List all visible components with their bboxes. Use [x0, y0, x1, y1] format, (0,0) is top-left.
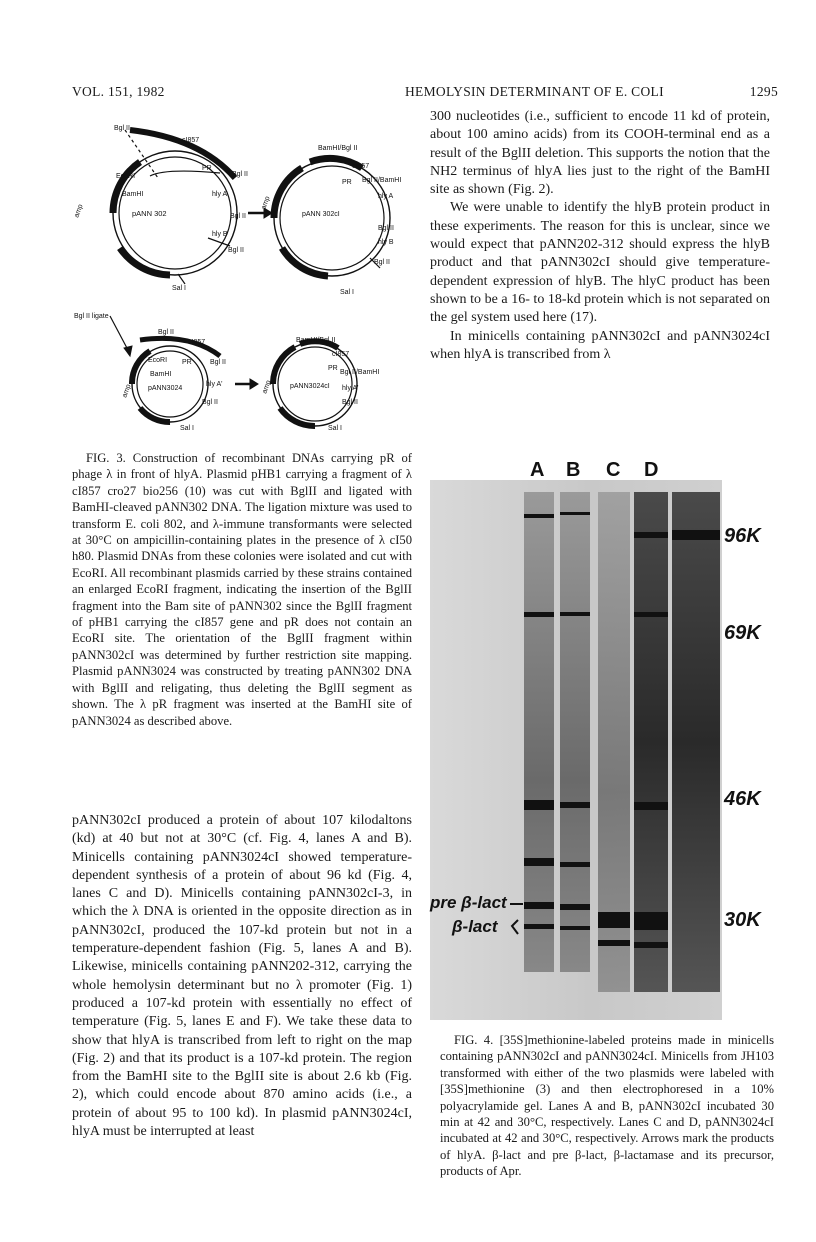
pann3024-heavy-segment	[140, 408, 170, 422]
pann302-amp-segment	[113, 162, 140, 213]
lane-a	[524, 492, 554, 972]
marker-69k: 69K	[724, 622, 761, 644]
marker-30k: 30K	[724, 909, 761, 931]
label-blact: β-lact	[452, 917, 498, 936]
label-bamhi-1: BamHI	[122, 191, 144, 198]
band-c-blact	[598, 912, 630, 928]
band-d-96k	[634, 532, 668, 538]
label-ci857-3: cI857	[188, 339, 206, 346]
label-bglii-bamhi-1: Bgl II/BamHI	[362, 177, 402, 184]
label-bglii-top: Bgl II	[114, 125, 130, 132]
label-sali-2: Sal I	[340, 289, 355, 296]
label-ci857-2: cI857	[352, 163, 370, 170]
lane-label-c: C	[606, 459, 621, 481]
figure-3-caption	[72, 450, 412, 729]
figure-4-caption-text: FIG. 4. [35S]methionine-labeled proteins made in minicells containing pANN302cI and pANN3024cI. Minicells from JH103 transformed with either of the two plasmids were labeled with [35S]methionine (3) and then electrophoresed in a 10% polyacrylamide gel. Lanes A and B, pANN302cI incubated 30 min at 42 and 30°C, respectively. Lanes C and D, pANN3024cI incubated at 42 and 30°C, respectively. Arrows mark the products of hlyA. β-lact and pre β-lact, β-lactamase and its precursor, products of Apr.	[440, 1033, 774, 1179]
label-ecori-1: EcoRI	[116, 173, 136, 180]
journal-running-title: HEMOLYSIN DETERMINANT OF E. COLI	[405, 84, 664, 99]
label-pr-2: PR	[342, 179, 352, 186]
band-d-blact	[634, 912, 668, 930]
label-bglii-6: Bgl II	[158, 329, 174, 336]
label-bamhi-bglii-1: BamHI/Bgl II	[318, 145, 358, 152]
label-pre-blact: pre β-lact	[430, 893, 507, 912]
label-ecori-2: EcoRI	[148, 357, 168, 364]
figure-4-caption	[440, 1032, 774, 1180]
volume-label: VOL. 151, 1982	[72, 84, 165, 99]
band-a-pre-blact	[524, 902, 554, 909]
lane-label-a: A	[530, 459, 545, 481]
label-bglii-3: Bgl II	[228, 247, 244, 254]
page-number: 1295	[749, 84, 778, 99]
label-amp-4: amp	[261, 379, 273, 395]
lane-label-b: B	[566, 459, 581, 481]
label-pann3024ci: pANN3024cI	[290, 383, 330, 390]
label-bglii-2: Bgl II	[230, 213, 246, 220]
label-hlya-prime-1: hly A'	[206, 381, 223, 388]
right-body-paragraph-2: We were unable to identify the hlyB protein product in these experiments. The reason for this is unclear, since we would expect that pANN202-312 should express the hlyB product and that pANN302cI should give temperature-dependent expression of hlyB. The hlyC product has been shown to be a 16- to 18-kd protein which is not separated on the gel system used here (17).	[430, 200, 770, 326]
label-hlya-1: hly A	[212, 191, 228, 198]
label-pann302ci: pANN 302cI	[302, 211, 340, 218]
label-bglii-7: Bgl II	[210, 359, 226, 366]
label-hlyb-2: hly B	[378, 239, 394, 246]
label-sali-3: Sal I	[180, 425, 195, 432]
pann302ci-amp-segment	[274, 168, 302, 218]
lane-e	[672, 492, 720, 992]
gel-svg	[428, 452, 778, 1020]
label-hlyb-1: hly B	[212, 231, 228, 238]
label-ci857-4: cI857	[332, 351, 350, 358]
plasmid-map-svg	[70, 118, 420, 436]
label-pr-4: PR	[328, 365, 338, 372]
left-body-paragraph: pANN302cI produced a protein of about 107 kilodaltons (kd) at 40 but not at 30°C (cf. Fig. 4, lanes A and B). Minicells containing pANN3024cI showed temperature-dependent synthesis of a protein of about 96 kd (Fig. 4, lanes C and D). Minicells containing pANN302cI-3, in which the λ DNA is oriented in the opposite direction as in pANN302cI, produced the 107-kd protein but not in a temperature-dependent fashion (Fig. 5, lanes A and B). Likewise, minicells containing pANN202-312, carrying the whole hemolysin determinant but no λ promoter (Fig. 1) produced a 107-kd protein with essentially no effect of temperature (Fig. 5, lanes E and F). We take these data to show that hlyA is transcribed from left to right on the map (Fig. 2) and that its product is a 107-kd protein. The region from the BamHI site to the BglII site is about 2.6 kb (Fig. 2), which could encode about 870 amino acids (i.e., a protein of about 95 to 100 kd). In plasmid pANN3024cI, hlyA must be interrupted at least	[72, 813, 412, 1140]
label-amp-3: amp	[121, 383, 133, 399]
pann302-heavy-segment	[120, 248, 170, 275]
label-bamhi-2: BamHI	[150, 371, 172, 378]
label-pann302: pANN 302	[132, 209, 167, 218]
right-body-paragraph-3: In minicells containing pANN302cI and pANN3024cI when hlyA is transcribed from λ	[430, 328, 770, 362]
label-sali-4: Sal I	[328, 425, 343, 432]
label-bglii-ligate: Bgl II ligate	[74, 313, 109, 320]
figure-3-diagram	[70, 118, 420, 436]
lane-b	[560, 492, 590, 972]
label-bglii-1: Bgl II	[232, 171, 248, 178]
label-bglii-8: Bgl II	[202, 399, 218, 406]
right-body-paragraph-1: 300 nucleotides (i.e., sufficient to encode 11 kd of protein, about 100 amino acids) from its COOH-terminal end as a result of the BglII deletion. This supports the notion that the NH2 terminus of hlyA lies just to the right of the BamHI site as shown (Fig. 2).	[430, 109, 770, 198]
marker-46k: 46K	[724, 788, 761, 810]
lane-label-d: D	[644, 459, 659, 481]
figure-4-gel	[428, 452, 778, 1020]
marker-96k: 96K	[724, 525, 761, 547]
label-hlya-2: hly A	[378, 193, 394, 200]
label-bglii-9: Bgl II	[342, 399, 358, 406]
label-sali-1: Sal I	[172, 285, 187, 292]
running-header	[72, 84, 778, 104]
label-bglii-5: Bgl II	[374, 259, 390, 266]
label-amp-2: amp	[260, 195, 272, 211]
right-column-body	[430, 108, 770, 364]
label-pann3024: pANN3024	[148, 385, 183, 392]
label-bglii-4: Bgl II	[378, 225, 394, 232]
label-bglii-bamhi-2: Bgl II/BamHI	[340, 369, 380, 376]
label-pr-3: PR	[182, 359, 192, 366]
label-ci857-1: cI857	[182, 137, 200, 144]
left-column-body	[72, 812, 412, 1141]
label-amp-1: amp	[73, 203, 85, 219]
label-pr-1: PR	[202, 165, 212, 172]
band-a-46k	[524, 800, 554, 810]
pann3024-inner-ring	[137, 351, 203, 417]
label-hlya-prime-2: hly A'	[342, 385, 359, 392]
figure-3-caption-text: FIG. 3. Construction of recombinant DNAs carrying pR of phage λ in front of hlyA. Plasmid pHB1 carrying a fragment of λ cI857 cro27 bio256 (10) was cut with BglII and ligated with BamHI-cleaved pANN302 DNA. The ligation mixture was used to transform E. coli 802, and λ-immune transformants were selected at 30°C on ampicillin-containing plates in the presence of λ cI50 h80. Plasmid DNAs from these colonies were isolated and cut with EcoRI. All recombinant plasmids carried by these strains contained an enlarged EcoRI fragment, indicating the insertion of the BglII fragment into the Bam site of pANN302 since the BglII fragment of pHB1 carrying the cI857 gene and pR does not contain an EcoRI site. The orientation of the BglII fragment within pANN302cI was determined by further restriction site mapping. Plasmid pANN3024 was constructed by treating pANN302 DNA with BglII and religating, thus deleting the BglII segment as shown. The λ pR fragment was inserted at the BamHI site of pANN3024 as described above.	[72, 451, 412, 728]
band-a-top	[524, 514, 554, 518]
pann3024ci-amp-segment	[273, 347, 295, 384]
label-bamhi-bglii-2: BamHI/Bgl II	[296, 337, 336, 344]
ligate-arrow	[110, 316, 128, 350]
